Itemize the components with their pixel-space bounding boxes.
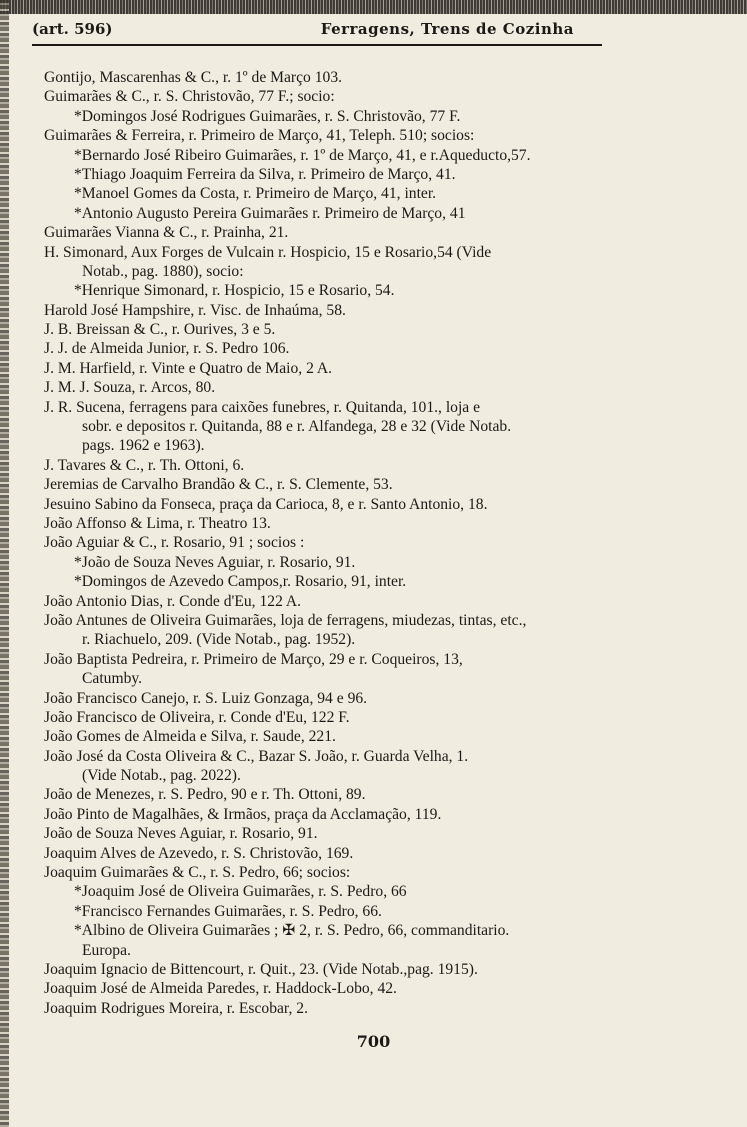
directory-entry: Guimarães & Ferreira, r. Primeiro de Março, 41, Teleph. 510; socios: (44, 127, 475, 145)
page-number: 700 (356, 1032, 391, 1051)
scan-top-edge (0, 0, 747, 14)
continuation-line: (Vide Notab., pag. 2022). (82, 767, 241, 785)
directory-entry: Gontijo, Mascarenhas & C., r. 1º de Março 103. (44, 69, 343, 86)
scan-left-edge (0, 0, 9, 1127)
partner-line: *João de Souza Neves Aguiar, r. Rosario, 91. (74, 553, 356, 571)
directory-entry: J. J. de Almeida Junior, r. S. Pedro 106. (44, 340, 290, 358)
directory-entry: J. R. Sucena, ferragens para caixões funebres, r. Quitanda, 101., loja e (44, 398, 481, 416)
directory-entry: J. M. J. Souza, r. Arcos, 80. (44, 379, 216, 397)
directory-entry: João José da Costa Oliveira & C., Bazar S. João, r. Guarda Velha, 1. (44, 747, 469, 765)
directory-entry: Joaquim Ignacio de Bittencourt, r. Quit., 23. (Vide Notab.,pag. 1915). (44, 960, 478, 978)
directory-entry: Jeremias de Carvalho Brandão & C., r. S. Clemente, 53. (44, 476, 393, 494)
directory-entries (44, 68, 694, 1018)
continuation-line: Europa. (82, 941, 131, 959)
partner-line: *Domingos José Rodrigues Guimarães, r. S. Christovão, 77 F. (74, 107, 461, 125)
directory-entry: João Gomes de Almeida e Silva, r. Saude, 221. (44, 728, 336, 746)
directory-entry: João Antonio Dias, r. Conde d'Eu, 122 A. (44, 592, 302, 610)
continuation-line: Catumby. (82, 670, 143, 688)
directory-entry: J. B. Breissan & C., r. Ourives, 3 e 5. (44, 321, 276, 339)
header-rule (32, 44, 602, 46)
continuation-line: sobr. e depositos r. Quitanda, 88 e r. Alfandega, 28 e 32 (Vide Notab. (82, 418, 512, 436)
directory-entry: J. Tavares & C., r. Th. Ottoni, 6. (44, 456, 245, 474)
directory-entry: João Aguiar & C., r. Rosario, 91 ; socios : (44, 534, 305, 552)
directory-entry: João Francisco de Oliveira, r. Conde d'Eu, 122 F. (44, 708, 350, 726)
directory-entry: João Francisco Canejo, r. S. Luiz Gonzaga, 94 e 96. (44, 689, 368, 707)
directory-entry: João Baptista Pedreira, r. Primeiro de Março, 29 e r. Coqueiros, 13, (44, 650, 463, 668)
running-header (32, 20, 722, 44)
partner-line: *Joaquim José de Oliveira Guimarães, r. S. Pedro, 66 (74, 883, 407, 901)
partner-line: *Domingos de Azevedo Campos,r. Rosario, 91, inter. (74, 573, 407, 591)
directory-entry: Joaquim Rodrigues Moreira, r. Escobar, 2. (44, 999, 308, 1017)
directory-entry: João Pinto de Magalhães, & Irmãos, praça da Acclamação, 119. (44, 805, 442, 823)
continuation-line: r. Riachuelo, 209. (Vide Notab., pag. 1952). (82, 631, 356, 649)
directory-entry: João de Menezes, r. S. Pedro, 90 e r. Th. Ottoni, 89. (44, 786, 366, 804)
section-title: Ferragens, Trens de Cozinha (320, 20, 574, 38)
directory-entry: Guimarães Vianna & C., r. Prainha, 21. (44, 224, 289, 242)
article-reference: (art. 596) (32, 20, 113, 38)
directory-entry: Harold José Hampshire, r. Visc. de Inhaúma, 58. (44, 301, 346, 319)
directory-entry: Guimarães & C., r. S. Christovão, 77 F.; socio: (44, 88, 335, 106)
partner-line: *Henrique Simonard, r. Hospicio, 15 e Rosario, 54. (74, 282, 395, 300)
partner-line: *Bernardo José Ribeiro Guimarães, r. 1º de Março, 41, e r.Aqueducto,57. (74, 146, 531, 164)
continuation-line: pags. 1962 e 1963). (82, 437, 205, 455)
partner-line: *Manoel Gomes da Costa, r. Primeiro de Março, 41, inter. (74, 185, 437, 203)
directory-entry: João de Souza Neves Aguiar, r. Rosario, 91. (44, 825, 318, 843)
partner-line: *Antonio Augusto Pereira Guimarães r. Primeiro de Março, 41 (74, 204, 466, 222)
directory-entry: J. M. Harfield, r. Vinte e Quatro de Maio, 2 A. (44, 359, 333, 377)
partner-line: *Francisco Fernandes Guimarães, r. S. Pedro, 66. (74, 902, 382, 920)
directory-entry: João Affonso & Lima, r. Theatro 13. (44, 514, 271, 532)
partner-line: *Albino de Oliveira Guimarães ; ✠ 2, r. S. Pedro, 66, commanditario. (74, 922, 510, 940)
partner-line: *Thiago Joaquim Ferreira da Silva, r. Primeiro de Março, 41. (74, 165, 456, 183)
directory-entry: Joaquim Guimarães & C., r. S. Pedro, 66; socios: (44, 864, 351, 882)
directory-entry: João Antunes de Oliveira Guimarães, loja de ferragens, miudezas, tintas, etc., (44, 611, 527, 629)
directory-entry: Jesuino Sabino da Fonseca, praça da Carioca, 8, e r. Santo Antonio, 18. (44, 495, 488, 513)
directory-entry: H. Simonard, Aux Forges de Vulcain r. Hospicio, 15 e Rosario,54 (Vide (44, 243, 492, 261)
continuation-line: Notab., pag. 1880), socio: (82, 262, 244, 280)
directory-entry: Joaquim José de Almeida Paredes, r. Haddock-Lobo, 42. (44, 980, 397, 998)
directory-entry: Joaquim Alves de Azevedo, r. S. Christovão, 169. (44, 844, 354, 862)
